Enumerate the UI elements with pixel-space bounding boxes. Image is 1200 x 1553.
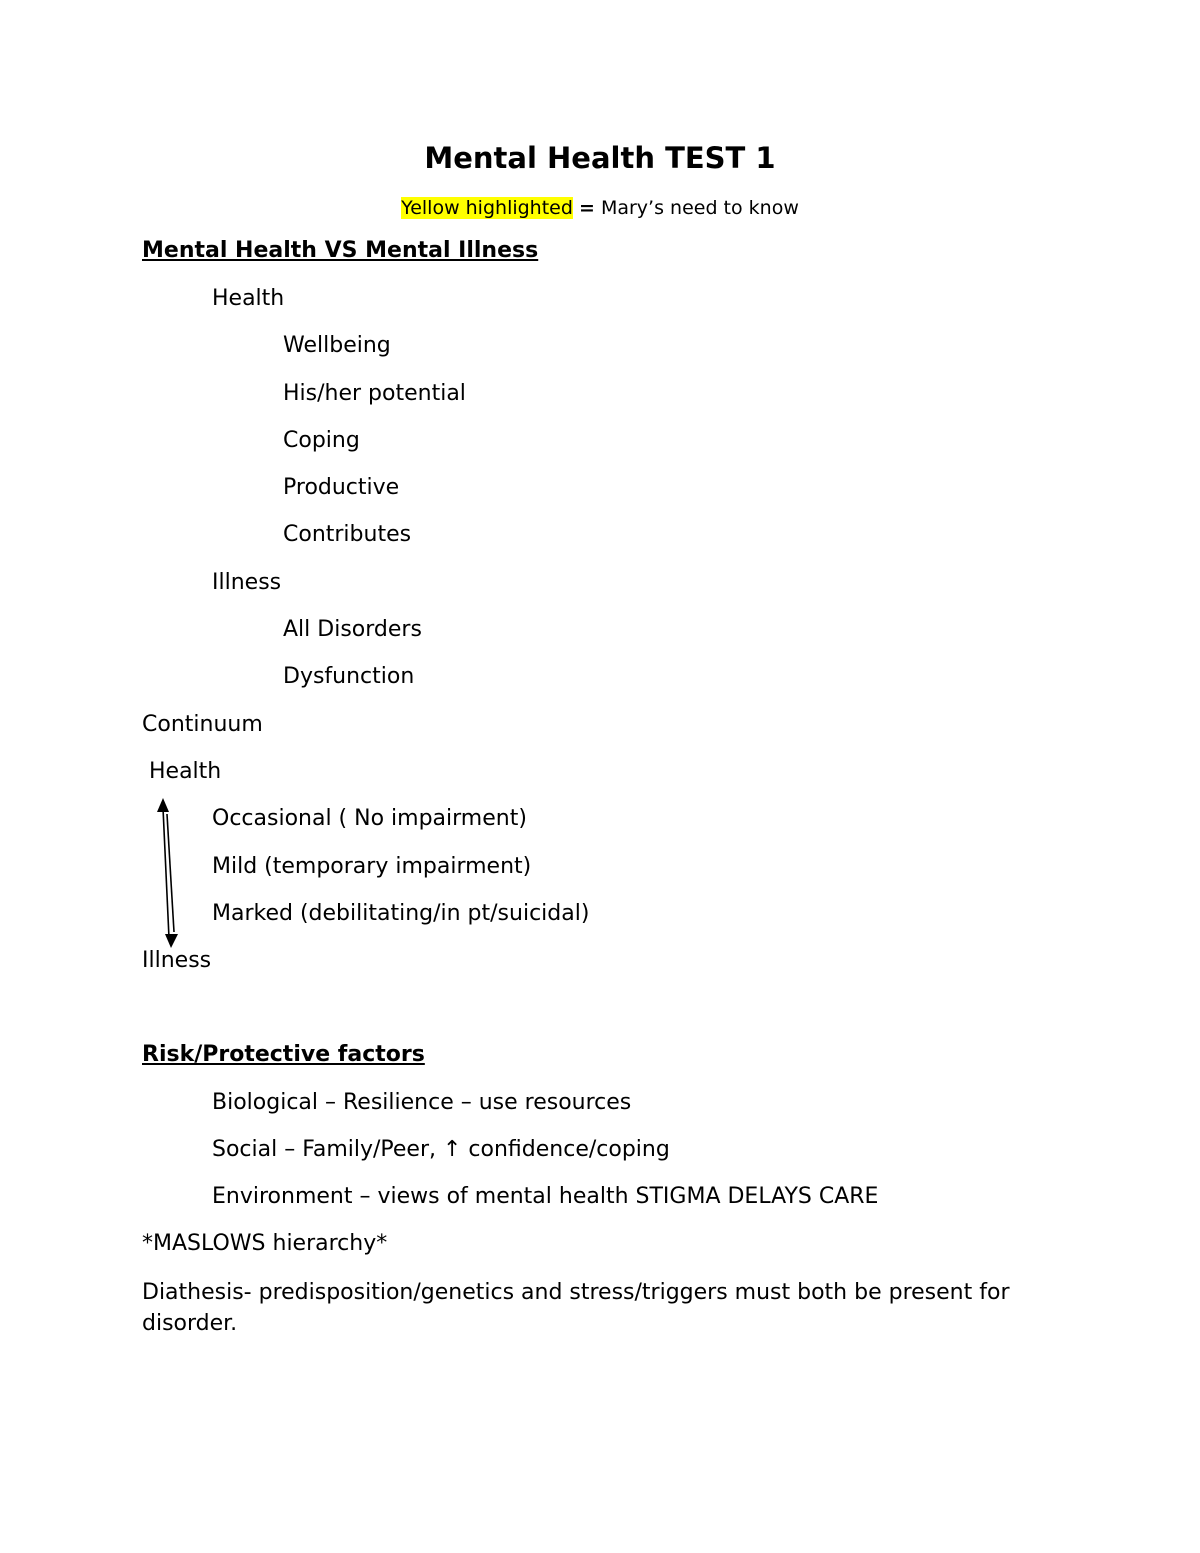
continuum-label: Continuum — [142, 712, 263, 737]
factor-item: Environment – views of mental health STIGMA DELAYS CARE — [212, 1184, 879, 1209]
maslow-note: *MASLOWS hierarchy* — [142, 1231, 388, 1256]
legend-equals: = — [578, 197, 595, 219]
section-heading-health-vs-illness: Mental Health VS Mental Illness — [142, 238, 539, 263]
continuum-level: Marked (debilitating/in pt/suicidal) — [212, 901, 590, 926]
illness-label: Illness — [212, 570, 282, 595]
health-label: Health — [212, 286, 285, 311]
illness-item: Dysfunction — [283, 664, 415, 689]
highlight-legend — [0, 195, 1200, 221]
section-heading-risk-protective: Risk/Protective factors — [142, 1042, 425, 1067]
health-item: Coping — [283, 428, 360, 453]
continuum-level: Occasional ( No impairment) — [212, 806, 527, 831]
double-arrow-icon — [150, 796, 184, 952]
health-item: Productive — [283, 475, 400, 500]
health-item: Contributes — [283, 522, 412, 547]
document-title: Mental Health TEST 1 — [424, 141, 776, 175]
factor-item: Biological – Resilience – use resources — [212, 1090, 632, 1115]
health-item: His/her potential — [283, 381, 466, 406]
continuum-bottom-illness: Illness — [142, 948, 212, 973]
illness-item: All Disorders — [283, 617, 422, 642]
legend-meaning: Mary’s need to know — [600, 197, 799, 219]
factor-item: Social – Family/Peer, ↑ confidence/coping — [212, 1137, 670, 1162]
continuum-level: Mild (temporary impairment) — [212, 854, 532, 879]
diathesis-note: Diathesis- predisposition/genetics and stress/triggers must both be present for disorder. — [142, 1280, 1010, 1336]
continuum-top-health: Health — [149, 759, 222, 784]
highlight-sample: Yellow highlighted — [401, 197, 573, 219]
health-item: Wellbeing — [283, 333, 391, 358]
